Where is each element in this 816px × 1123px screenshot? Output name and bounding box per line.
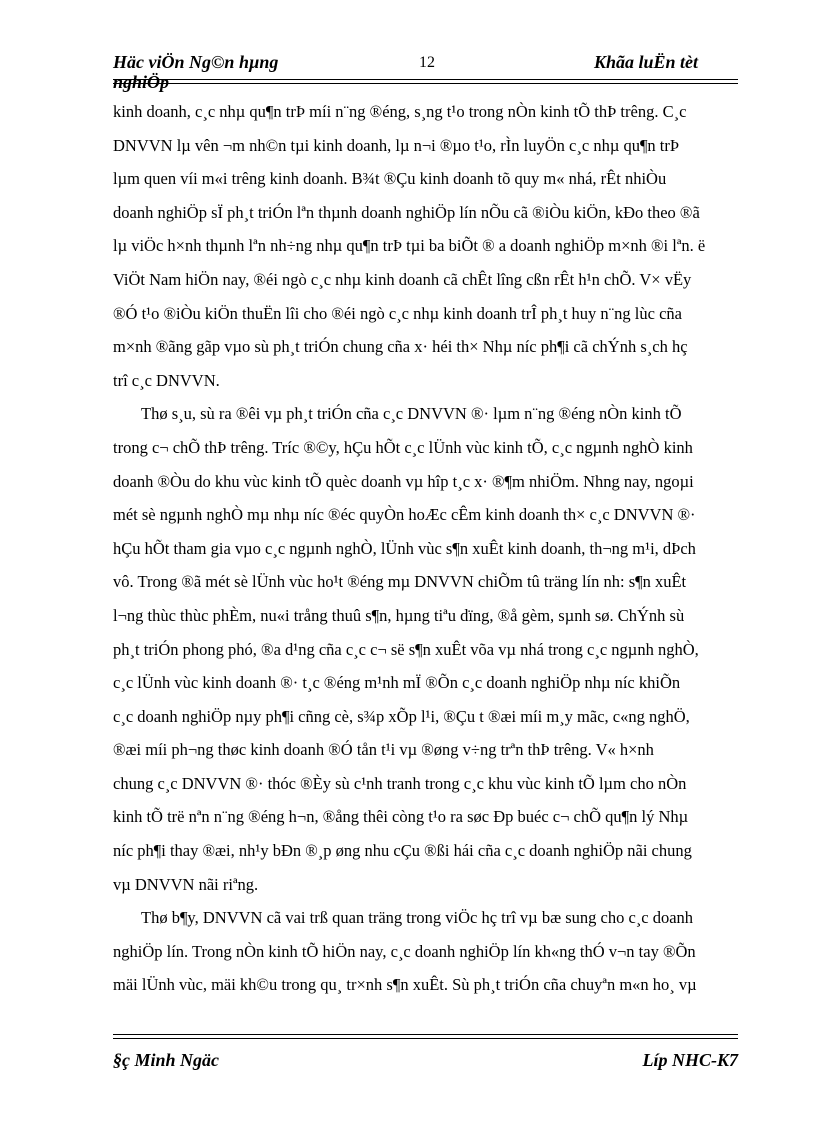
text-line: l¬ng thùc thùc phÈm, nu«i trång thuû s¶n, hµng tiªu dïng, ®å gèm, sµnh sø. ChÝnh sù: [113, 605, 685, 625]
text-line: DNVVN lµ vên ¬m nh©n tµi kinh doanh, lµ n¬i ®µo t¹o, rÌn luyÖn c¸c nhµ qu¶n trÞ: [113, 135, 680, 155]
text-line: c¸c lÜnh vùc kinh doanh ®· t¸c ®éng m¹nh mÏ ®Õn c¸c doanh nghiÖp nhµ níc khiÕn: [113, 673, 681, 693]
text-line: kinh tÕ trë nªn n¨ng ®éng h¬n, ®ång thêi còng t¹o ra søc Ðp buéc c¬ chÕ qu¶n lý Nhµ: [113, 807, 689, 827]
text-line: chung c¸c DNVVN ®· thóc ®Èy sù c¹nh tranh trong c¸c khu vùc kinh tÕ lµm cho nÒn: [113, 773, 687, 793]
text-line: mäi lÜnh vùc, mäi kh©u trong qu¸ tr×nh s¶n xuÊt. Sù ph¸t triÓn cña chuyªn m«n ho¸ vµ: [113, 975, 697, 995]
paragraph-first-line: Thø s¸u, sù ra ®êi vµ ph¸t triÓn cña c¸c DNVVN ®· lµm n¨ng ®éng nÒn kinh tÕ: [141, 404, 682, 424]
footer-author: §ç Minh Ngäc: [113, 1050, 220, 1070]
text-line: lµm quen víi m«i trêng kinh doanh. B¾t ®Çu kinh doanh tõ quy m« nhá, rÊt nhiÒu: [113, 169, 667, 189]
text-line: trong c¬ chÕ thÞ trêng. Tríc ®©y, hÇu hÕt c¸c lÜnh vùc kinh tÕ, c¸c ngµnh nghÒ kinh: [113, 437, 693, 457]
header-institution: Häc viÖn Ng©n hµng: [113, 52, 279, 72]
header-document-type: Khãa luËn tèt: [593, 52, 698, 72]
header-rule-top: [113, 79, 738, 80]
header-institution-wrap: nghiÖp: [113, 72, 170, 92]
text-line: ®æi míi ph¬ng thøc kinh doanh ®Ó tån t¹i vµ ®øng v÷ng trªn thÞ trêng. V« h×nh: [113, 740, 654, 760]
footer-rule-bottom: [113, 1038, 738, 1039]
text-line: níc ph¶i thay ®æi, nh¹y bÐn ®¸p øng nhu cÇu ®ßi hái cña c¸c doanh nghiÖp nãi chung: [113, 841, 692, 861]
text-line: lµ viÖc h×nh thµnh lªn nh÷ng nhµ qu¶n trÞ tµi ba biÕt ® a doanh nghiÖp m×nh ®i lªn. ë: [113, 236, 706, 256]
text-line: ®Ó t¹o ®iÒu kiÖn thuËn lîi cho ®éi ngò c¸c nhµ kinh doanh trÎ ph¸t huy n¨ng lùc cña: [113, 303, 682, 323]
text-line: c¸c doanh nghiÖp nµy ph¶i cñng cè, s¾p xÕp l¹i, ®Çu t ®æi míi m¸y mãc, c«ng nghÖ,: [113, 706, 690, 726]
footer-class: Líp NHC-K7: [642, 1050, 738, 1070]
text-line: hÇu hÕt tham gia vµo c¸c ngµnh nghÒ, lÜnh vùc s¶n xuÊt kinh doanh, th¬ng m¹i, dÞch: [113, 538, 696, 558]
page-number: 12: [419, 54, 435, 71]
text-line: kinh doanh, c¸c nhµ qu¶n trÞ míi n¨ng ®éng, s¸ng t¹o trong nÒn kinh tÕ thÞ trêng. C¸c: [113, 102, 687, 121]
text-line: doanh nghiÖp sÏ ph¸t triÓn lªn thµnh doanh nghiÖp lín nÕu cã ®iÒu kiÖn, kÐo theo ®ã: [113, 202, 700, 222]
body-text: [113, 95, 743, 1002]
paragraph-first-line: Thø b¶y, DNVVN cã vai trß quan träng trong viÖc hç trî vµ bæ sung cho c¸c doanh: [141, 908, 694, 928]
text-line: nghiÖp lín. Trong nÒn kinh tÕ hiÖn nay, c¸c doanh nghiÖp lín kh«ng thÓ v¬n tay ®Õn: [113, 941, 696, 961]
text-line: ph¸t triÓn phong phó, ®a d¹ng cña c¸c c¬ së s¶n xuÊt võa vµ nhá trong c¸c ngµnh nghÒ,: [113, 639, 699, 659]
text-line: ViÖt Nam hiÖn nay, ®éi ngò c¸c nhµ kinh doanh cã chÊt lîng cßn rÊt h¹n chÕ. V× vËy: [113, 269, 692, 289]
footer-rule-top: [113, 1034, 738, 1035]
text-line: m×nh ®ãng gãp vµo sù ph¸t triÓn chung cña x· héi th× Nhµ níc ph¶i cã chÝnh s¸ch hç: [113, 337, 688, 357]
text-line: doanh ®Òu do khu vùc kinh tÕ quèc doanh vµ hîp t¸c x· ®¶m nhiÖm. Nhng nay, ngoµi: [113, 471, 694, 491]
page-footer: [113, 1050, 738, 1076]
text-line: trî c¸c DNVVN.: [113, 370, 220, 390]
header-rule-bottom: [113, 83, 738, 84]
text-line: vô. Trong ®ã mét sè lÜnh vùc ho¹t ®éng mµ DNVVN chiÕm tû träng lín nh: s¶n xuÊt: [113, 572, 687, 592]
text-line: mét sè ngµnh nghÒ mµ nhµ níc ®éc quyÒn hoÆc cÊm kinh doanh th× c¸c DNVVN ®·: [113, 505, 696, 525]
text-line: vµ DNVVN nãi riªng.: [113, 874, 259, 894]
